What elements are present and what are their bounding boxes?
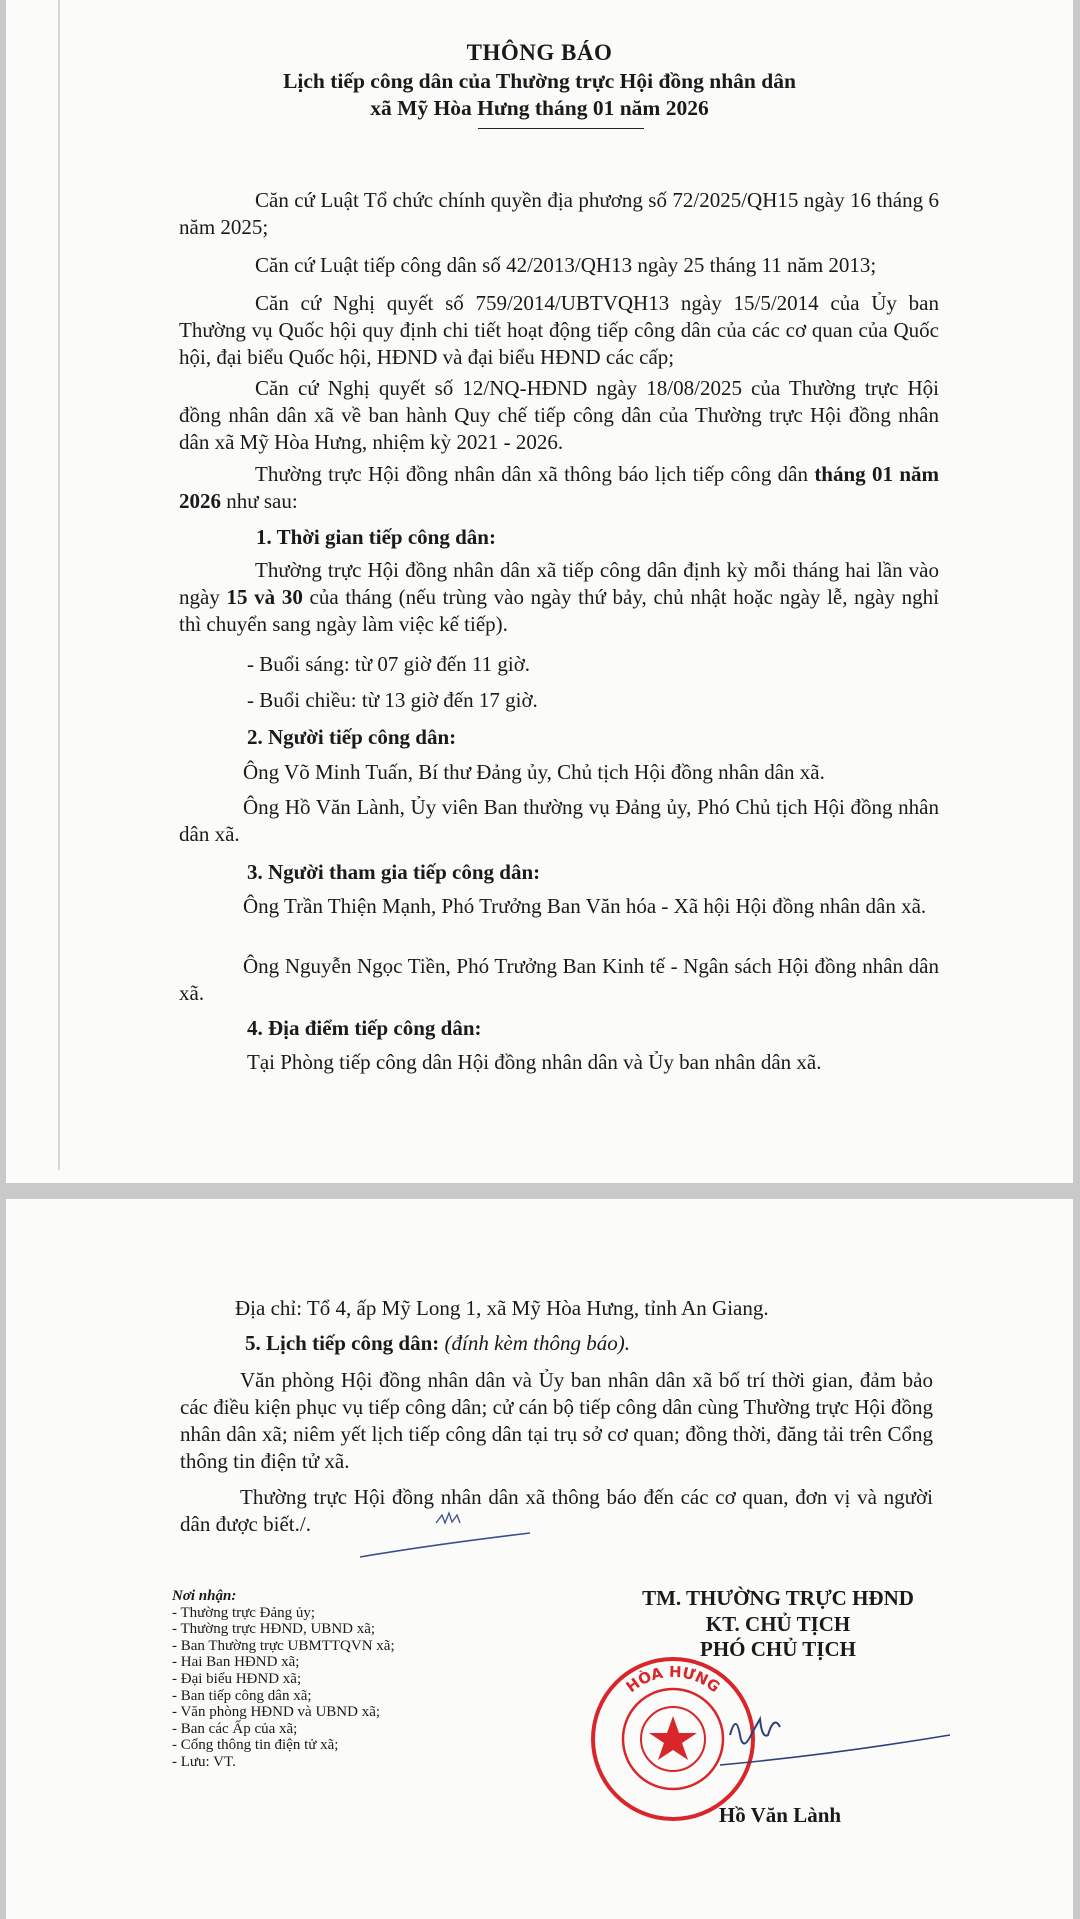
- participant-person-1: Ông Trần Thiện Mạnh, Phó Trưởng Ban Văn hóa - Xã hội Hội đồng nhân dân xã.: [243, 894, 927, 918]
- preamble-2: Căn cứ Luật tiếp công dân số 42/2013/QH13 ngày 25 tháng 11 năm 2013;: [255, 253, 877, 277]
- recipient-item: - Ban các Ấp của xã;: [172, 1720, 298, 1737]
- recipient-item: - Hai Ban HĐND xã;: [172, 1654, 300, 1671]
- morning-hours: - Buổi sáng: từ 07 giờ đến 11 giờ.: [247, 652, 531, 676]
- document-subtitle-line2: xã Mỹ Hòa Hưng tháng 01 năm 2026: [370, 96, 709, 120]
- recipient-item: - Văn phòng HĐND và UBND xã;: [172, 1704, 381, 1721]
- location-text: Tại Phòng tiếp công dân Hội đồng nhân dân và Ủy ban nhân dân xã.: [247, 1050, 822, 1074]
- recipient-item: - Đại biểu HĐND xã;: [172, 1670, 302, 1687]
- section-2-heading: 2. Người tiếp công dân:: [247, 725, 457, 749]
- intro-paragraph: Thường trực Hội đồng nhân dân xã thông báo lịch tiếp công dân tháng 01 năm 2026 như sau:: [179, 462, 939, 513]
- recipient-item: - Cổng thông tin điện tử xã;: [172, 1737, 339, 1754]
- seal-text: HÒA HƯNG: [622, 1662, 724, 1697]
- title-underline: [478, 128, 644, 129]
- recipient-item: - Ban Thường trực UBMTTQVN xã;: [172, 1637, 395, 1654]
- section-5-text: Văn phòng Hội đồng nhân dân và Ủy ban nhân dân xã bố trí thời gian, đảm bảo các điều kiện phục vụ tiếp công dân; cử cán bộ tiếp công dân cùng Thường trực Hội đồng nhân dân xã; niêm yết lịch tiếp công dân tại trụ sở cơ quan; đồng thời, đăng tải trên Cổng thông tin điện tử xã.: [180, 1368, 933, 1473]
- participant-person-2: Ông Nguyễn Ngọc Tiền, Phó Trưởng Ban Kinh tế - Ngân sách Hội đồng nhân dân xã.: [179, 954, 939, 1005]
- recipient-item: - Thường trực HĐND, UBND xã;: [172, 1621, 376, 1638]
- preamble-4: Căn cứ Nghị quyết số 12/NQ-HĐND ngày 18/08/2025 của Thường trực Hội đồng nhân dân xã về ban hành Quy chế tiếp công dân của Thường trực Hội đồng nhân dân xã Mỹ Hòa Hưng, nhiệm kỳ 2021 - 2026.: [179, 376, 939, 454]
- recipient-item: - Thường trực Đảng ủy;: [172, 1604, 316, 1621]
- signer-name: Hồ Văn Lành: [718, 1803, 842, 1827]
- recipients-title: Nơi nhận:: [172, 1588, 237, 1604]
- section-1-heading: 1. Thời gian tiếp công dân:: [256, 525, 496, 549]
- section-1-text: Thường trực Hội đồng nhân dân xã tiếp công dân định kỳ mỗi tháng hai lần vào ngày 15 và 30 của tháng (nếu trùng vào ngày thứ bảy, chủ nhật hoặc ngày lễ, ngày nghỉ thì chuyển sang ngày làm việc kế tiếp).: [179, 558, 939, 636]
- address-text: Địa chỉ: Tổ 4, ấp Mỹ Long 1, xã Mỹ Hòa Hưng, tỉnh An Giang.: [235, 1296, 769, 1320]
- document-subtitle-line1: Lịch tiếp công dân của Thường trực Hội đồng nhân dân: [283, 69, 796, 93]
- signature-scribble: [710, 1695, 960, 1775]
- initial-scribble: [350, 1505, 540, 1565]
- section-5-heading: 5. Lịch tiếp công dân: (đính kèm thông báo).: [245, 1331, 630, 1355]
- signature-line-3: PHÓ CHỦ TỊCH: [700, 1637, 856, 1661]
- signature-line-2: KT. CHỦ TỊCH: [705, 1612, 851, 1636]
- recipients-list: [172, 1588, 395, 1771]
- recipient-item: - Lưu: VT.: [172, 1753, 236, 1770]
- receiver-person-1: Ông Võ Minh Tuấn, Bí thư Đảng ủy, Chủ tịch Hội đồng nhân dân xã.: [243, 760, 825, 784]
- preamble-3: Căn cứ Nghị quyết số 759/2014/UBTVQH13 ngày 15/5/2014 của Ủy ban Thường vụ Quốc hội quy định chi tiết hoạt động tiếp công dân của các cơ quan của Quốc hội, đại biểu Quốc hội, HĐND và đại biểu HĐND các cấp;: [179, 291, 939, 369]
- page-edge-shadow: [58, 0, 60, 1170]
- section-3-heading: 3. Người tham gia tiếp công dân:: [247, 860, 541, 884]
- receiver-person-2: Ông Hồ Văn Lành, Ủy viên Ban thường vụ Đảng ủy, Phó Chủ tịch Hội đồng nhân dân xã.: [179, 795, 939, 846]
- recipient-item: - Ban tiếp công dân xã;: [172, 1687, 312, 1704]
- signature-line-1: TM. THƯỜNG TRỰC HĐND: [642, 1586, 914, 1610]
- afternoon-hours: - Buổi chiều: từ 13 giờ đến 17 giờ.: [247, 688, 538, 712]
- document-page-1: [6, 0, 1073, 1183]
- section-4-heading: 4. Địa điểm tiếp công dân:: [247, 1016, 482, 1040]
- document-title: THÔNG BÁO: [466, 40, 613, 65]
- preamble-1: Căn cứ Luật Tổ chức chính quyền địa phương số 72/2025/QH15 ngày 16 tháng 6 năm 2025;: [179, 188, 939, 239]
- closing-paragraph: Thường trực Hội đồng nhân dân xã thông báo đến các cơ quan, đơn vị và người dân được biết./.: [180, 1485, 933, 1536]
